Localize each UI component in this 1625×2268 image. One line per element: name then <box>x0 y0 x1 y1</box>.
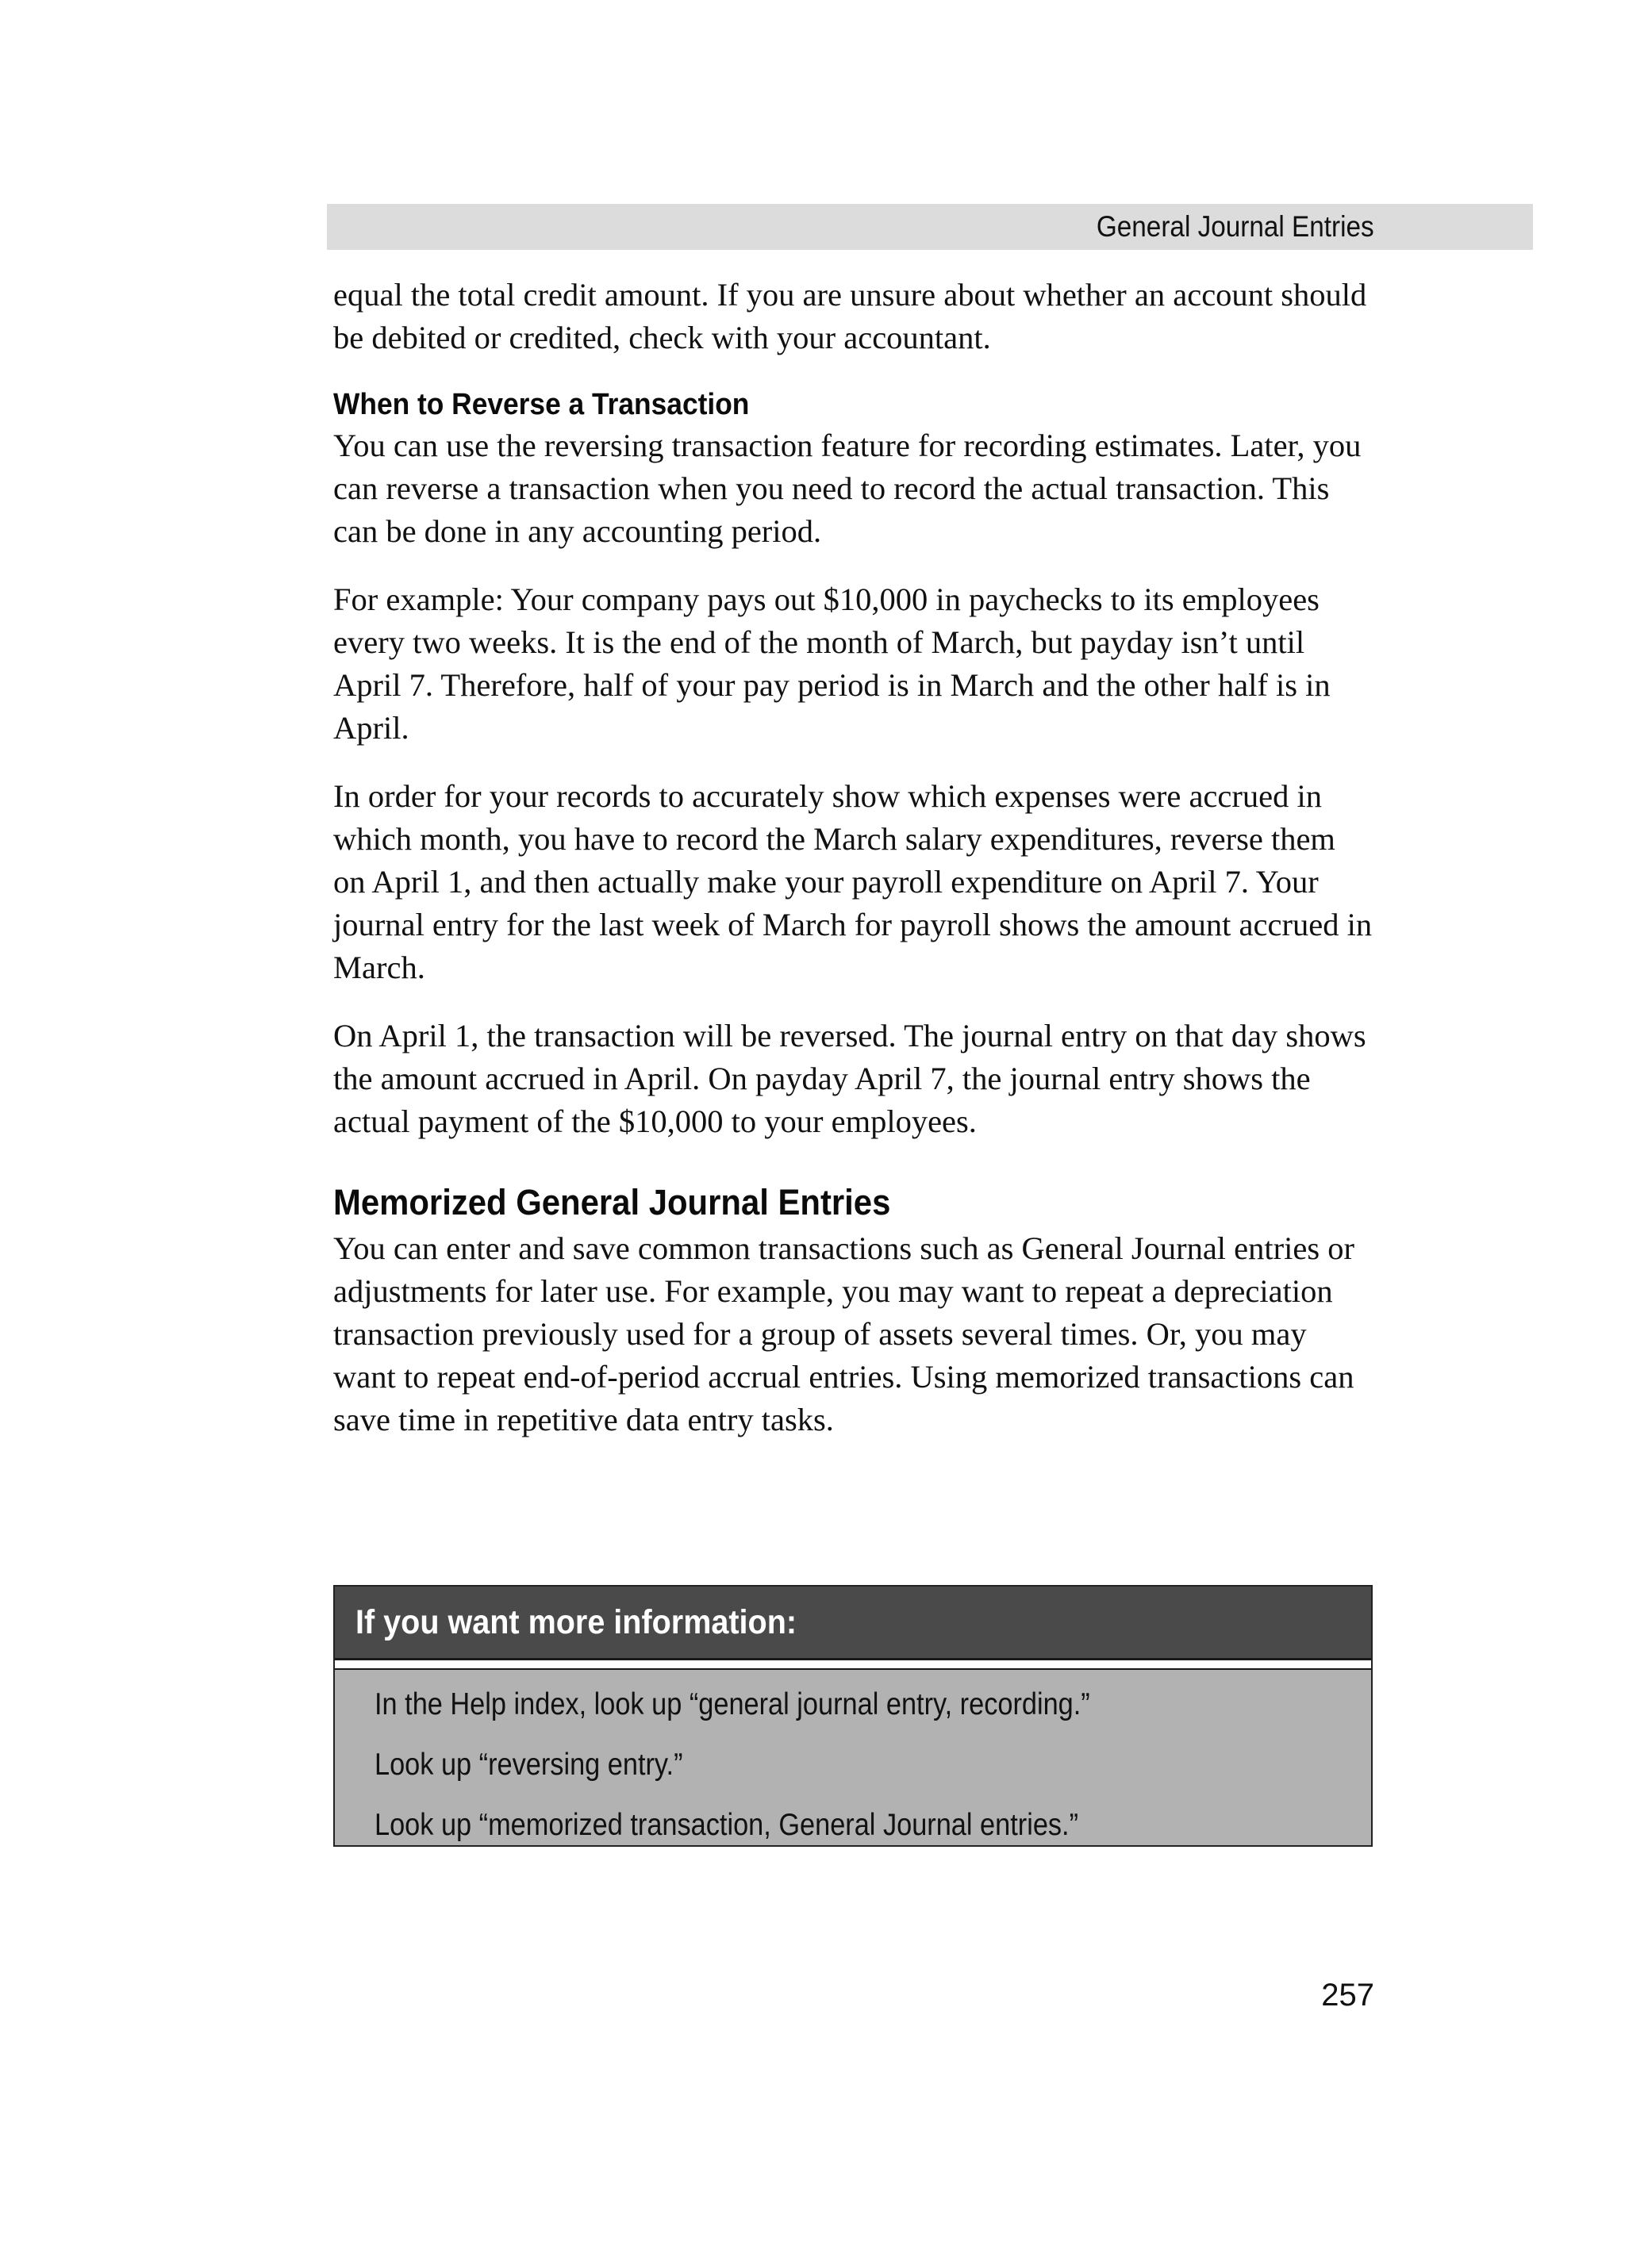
info-box-title: If you want more information: <box>355 1603 797 1641</box>
running-head-band <box>327 204 1533 250</box>
body-paragraph: In order for your records to accurately show which expenses were accrued in which month, you have to record the March salary expenditures, reverse them on April 1, and then actually make your payroll expenditure on April 7. Your journal entry for the last week of March for payroll shows the amount accrued in March. <box>333 778 1373 985</box>
running-head-title: General Journal Entries <box>1097 210 1374 243</box>
info-box-item: Look up “reversing entry.” <box>375 1748 683 1782</box>
body-paragraph: You can enter and save common transactions such as General Journal entries or adjustments for later use. For example, you may want to repeat a depreciation transaction previously used for a group of assets several times. Or, you may want to repeat end-of-period accrual entries. Using memorized transactions can save time in repetitive data entry tasks. <box>333 1230 1355 1437</box>
page-number: 257 <box>1321 1978 1374 2013</box>
body-paragraph: You can use the reversing transaction feature for recording estimates. Later, you can reverse a transaction when you need to record the actual transaction. This can be done in any accounting period. <box>333 428 1362 549</box>
page-content <box>333 274 1374 1467</box>
info-box-header <box>335 1587 1371 1660</box>
body-paragraph: equal the total credit amount. If you are unsure about whether an account should be debited or credited, check with your accountant. <box>333 277 1367 355</box>
subheading-reverse-transaction: When to Reverse a Transaction <box>333 388 750 421</box>
body-paragraph: On April 1, the transaction will be reversed. The journal entry on that day shows the amount accrued in April. On payday April 7, the journal entry shows the actual payment of the $10,000 to your employees. <box>333 1018 1366 1139</box>
section-heading-memorized-entries: Memorized General Journal Entries <box>333 1182 891 1222</box>
info-box-list <box>335 1670 1371 1855</box>
more-information-box <box>333 1585 1373 1847</box>
info-box-divider <box>335 1660 1371 1670</box>
info-box-item: In the Help index, look up “general journal entry, recording.” <box>375 1687 1090 1721</box>
info-box-item: Look up “memorized transaction, General Journal entries.” <box>375 1808 1079 1842</box>
body-paragraph: For example: Your company pays out $10,000 in paychecks to its employees every two weeks. It is the end of the month of March, but payday isn’t until April 7. Therefore, half of your pay period is in March and the other half is in April. <box>333 581 1331 746</box>
